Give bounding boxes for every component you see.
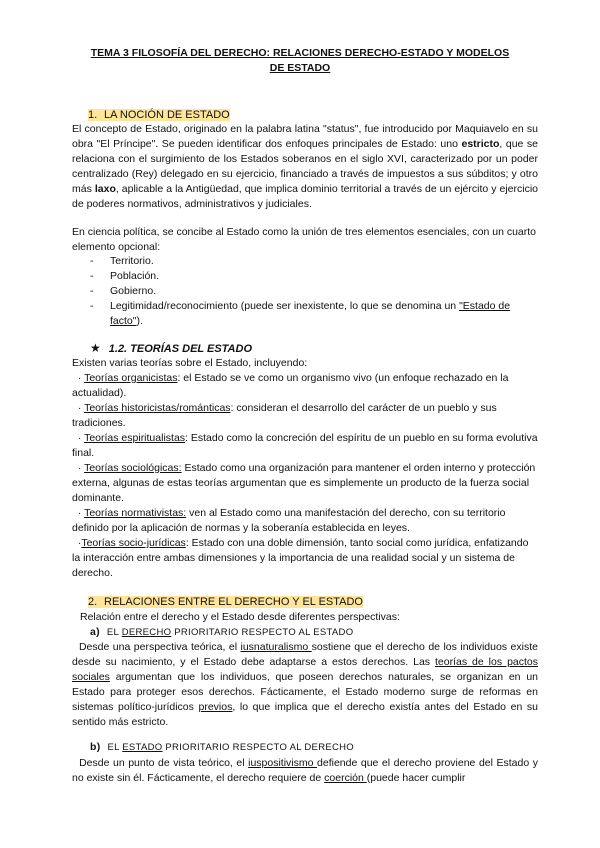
p2-text: En ciencia política, se concibe al Estado como la unión de tres elementos esenciales, con un cuarto elemento opcional: bbox=[72, 226, 537, 253]
dash-bullet: - bbox=[90, 270, 94, 282]
star-icon: ★ bbox=[90, 341, 101, 355]
subsection-1-2-heading bbox=[90, 341, 252, 357]
theory-text: Estado como una organización para mantener el orden interno y protección externa, algunas de estas teorías argumentan que es simplemente un producto de la fuerza social dominante. bbox=[72, 462, 536, 504]
iusnaturalismo-term: iusnaturalismo bbox=[240, 641, 312, 653]
theory-text: ven al Estado como una manifestación del derecho, con su territorio definido por la aplicación de normas y la soberanía establecida en leyes. bbox=[72, 507, 506, 534]
subsection-a-post: PRIORITARIO RESPECTO AL ESTADO bbox=[171, 627, 354, 638]
subsection-1-2-title: 1.2. TEORÍAS DEL ESTADO bbox=[108, 343, 252, 355]
b-text-5: (puede hacer cumplir bbox=[366, 772, 466, 784]
subsection-a-pre: EL bbox=[106, 627, 122, 638]
list-item-text: Territorio. bbox=[110, 255, 154, 267]
subsection-b-underlined: ESTADO bbox=[122, 742, 163, 753]
iuspositivismo-term: iuspositivismo bbox=[248, 757, 318, 769]
title-line-2: DE ESTADO bbox=[269, 62, 331, 74]
list-item bbox=[90, 254, 538, 269]
list-item-text: Legitimidad/reconocimiento (puede ser inexistente, lo que se denomina un bbox=[110, 300, 460, 312]
section-2-intro bbox=[80, 610, 546, 625]
theory-item bbox=[72, 401, 538, 431]
a-text-1: Desde una perspectiva teórica, el bbox=[78, 641, 241, 653]
theory-item bbox=[72, 371, 538, 401]
list-item bbox=[90, 284, 538, 299]
theories-intro: Existen varias teorías sobre el Estado, incluyendo: bbox=[72, 357, 308, 369]
dash-bullet: - bbox=[90, 255, 94, 267]
section-2-heading bbox=[88, 595, 363, 610]
theory-name: Teorías historicistas/románticas bbox=[84, 402, 231, 414]
p1-text-a: El concepto de Estado, originado en la palabra latina "status", fue introducido por Maquiavelo en su obra "El Príncipe". Se pueden identificar dos enfoques principales de Estado: uno bbox=[72, 123, 538, 150]
list-item bbox=[90, 299, 538, 329]
estado-de-facto-term: "Estado de facto" bbox=[110, 300, 511, 327]
theory-prefix: · bbox=[77, 402, 82, 414]
subsection-b-letter: b) bbox=[90, 741, 101, 753]
theory-prefix: · bbox=[77, 462, 82, 474]
previos-term: previos bbox=[198, 701, 233, 713]
theory-item bbox=[72, 461, 538, 506]
theory-name: Teorías normativistas: bbox=[84, 507, 187, 519]
section-1-heading bbox=[88, 108, 230, 123]
theory-name: Teorías organicistas bbox=[84, 372, 178, 384]
theory-text: : consideran el desarrollo del carácter de un pueblo y sus tradiciones. bbox=[72, 402, 497, 429]
list-item bbox=[90, 269, 538, 284]
b-text-3: defiende que el derecho proviene del Estado y no existe sin él. Fácticamente, el derecho requiere de bbox=[72, 757, 538, 784]
section-2-number: 2. bbox=[88, 596, 98, 608]
section-1-number: 1. bbox=[88, 109, 98, 121]
theory-text: : Estado como la concreción del espíritu de un pueblo en su forma evolutiva final. bbox=[72, 432, 538, 459]
subsection-b-pre: EL bbox=[107, 742, 123, 753]
theory-prefix: · bbox=[77, 537, 82, 549]
list-item-end: ). bbox=[136, 315, 143, 327]
theory-item bbox=[72, 536, 538, 581]
section-2-title: RELACIONES ENTRE EL DERECHO Y EL ESTADO bbox=[104, 596, 363, 608]
theory-item bbox=[72, 506, 538, 536]
elements-list bbox=[72, 254, 538, 329]
section-1-title: LA NOCIÓN DE ESTADO bbox=[104, 109, 230, 121]
a-text-5: argumentan que los individuos, que poseen derechos naturales, se organizan en un Estado para proteger esos derechos. Fácticamente, el Estado moderno surge de reformas en sistemas político-jurídicos bbox=[72, 671, 538, 713]
subsection-b-heading bbox=[90, 740, 354, 755]
coercion-term: coerción bbox=[324, 772, 367, 784]
a-text-3: sostiene que el derecho de los individuos existe desde su nacimiento, y el Estado debe adaptarse a estos derechos. Las bbox=[72, 641, 538, 668]
section-1-paragraph-2 bbox=[72, 225, 538, 255]
section-2-intro-text: Relación entre el derecho y el Estado desde diferentes perspectivas: bbox=[80, 611, 400, 623]
pactos-sociales-term: teorías de los pactos sociales bbox=[72, 656, 538, 683]
theory-item bbox=[72, 431, 538, 461]
subsection-b-paragraph bbox=[72, 756, 538, 786]
theory-name: Teorías sociológicas: bbox=[84, 462, 182, 474]
theory-name: Teorías socio-jurídicas bbox=[81, 537, 186, 549]
list-item-text: Población. bbox=[110, 270, 160, 282]
b-text-1: Desde un punto de vista teórico, el bbox=[79, 757, 249, 769]
theories-block bbox=[72, 356, 538, 581]
theory-name: Teorías espiritualistas bbox=[84, 432, 186, 444]
section-1-paragraph-1 bbox=[72, 122, 538, 212]
subsection-a-underlined: DERECHO bbox=[121, 627, 172, 638]
title-line-1: TEMA 3 FILOSOFÍA DEL DERECHO: RELACIONES DERECHO-ESTADO Y MODELOS bbox=[90, 47, 510, 59]
theory-prefix: · bbox=[77, 372, 82, 384]
dash-bullet: - bbox=[90, 285, 94, 297]
p1-bold-laxo: laxo bbox=[94, 183, 116, 195]
subsection-a-heading bbox=[90, 625, 353, 640]
p1-text-c: , que se relaciona con el surgimiento de los Estados soberanos en el siglo XVI, caracterizado por un poder centralizado (Rey) delegado en su ejercicio, financiado a través de impuestos a sus súbditos; y otro más bbox=[72, 138, 538, 195]
theory-prefix: · bbox=[77, 507, 82, 519]
list-item-text: Gobierno. bbox=[110, 285, 157, 297]
theory-text: : Estado con una doble dimensión, tanto social como jurídica, enfatizando la interacción entre ambas dimensiones y la importancia de una realidad social y un sistema de derecho. bbox=[72, 537, 529, 579]
theory-prefix: · bbox=[77, 432, 82, 444]
subsection-a-paragraph bbox=[72, 640, 538, 730]
theory-text: : el Estado se ve como un organismo vivo (un enfoque rechazado en la actualidad). bbox=[72, 372, 509, 399]
p1-text-e: , aplicable a la Antigüedad, que implica dominio territorial a través de un ejército y ejercicio de poderes normativos, administrativos y judiciales. bbox=[72, 183, 538, 210]
subsection-a-letter: a) bbox=[90, 626, 100, 638]
subsection-b-post: PRIORITARIO RESPECTO AL DERECHO bbox=[162, 742, 354, 753]
a-text-7: , lo que implica que el derecho existía antes del Estado en su sentido más estricto. bbox=[72, 701, 538, 728]
dash-bullet: - bbox=[90, 300, 94, 312]
document-title bbox=[80, 46, 520, 76]
p1-bold-estricto: estricto bbox=[461, 138, 500, 150]
